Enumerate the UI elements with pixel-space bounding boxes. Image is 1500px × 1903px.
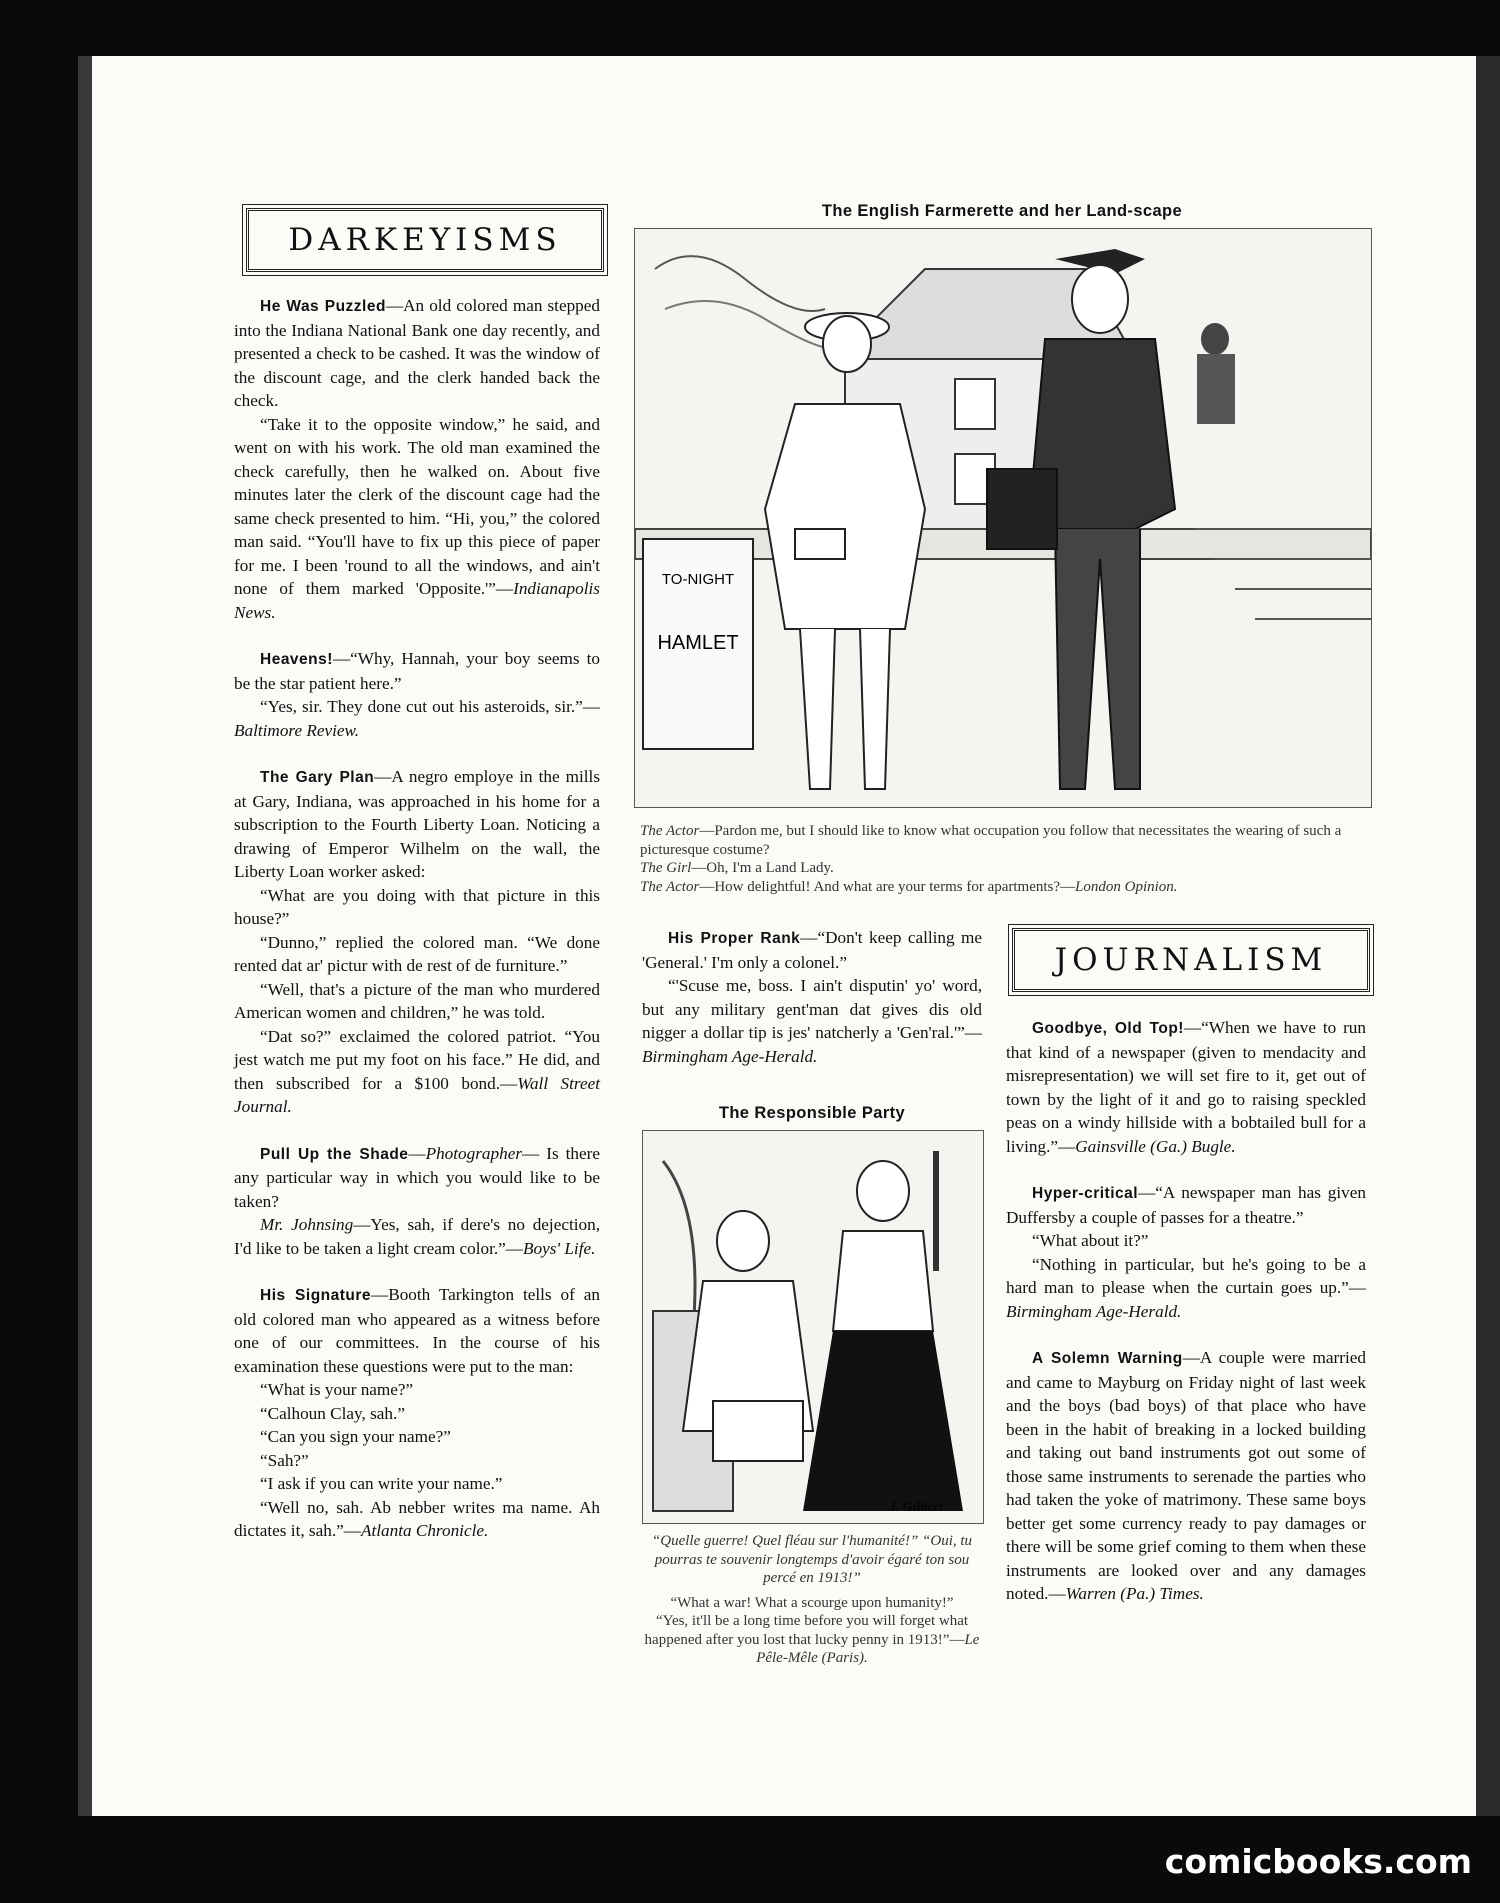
responsible-title: The Responsible Party	[718, 1104, 906, 1122]
gary-heading: The Gary Plan	[260, 769, 375, 786]
signature-q3: “Can you sign your name?”	[260, 1427, 451, 1446]
middle-column	[642, 926, 982, 1068]
farmerette-line-1: —Pardon me, but I should like to know what occupation you follow that necessitates the wearing of such a picturesque costume?	[640, 823, 1342, 858]
shade-text: — Is there any particular way in which you would like to be taken?	[234, 1143, 600, 1211]
shade-source: Boys' Life.	[522, 1238, 596, 1258]
farmerette-speaker-3: The Actor	[640, 878, 700, 895]
farmerette-caption	[640, 822, 1370, 896]
rank-text: —“Don't keep calling me 'General.' I'm only a colonel.”	[642, 928, 982, 972]
signature-q2: “Calhoun Clay, sah.”	[260, 1403, 405, 1423]
artist-signature: J. Gilbert	[889, 1500, 943, 1515]
hyper-heading: Hyper-critical	[1032, 1185, 1139, 1202]
journalism-header	[1012, 928, 1370, 992]
solemn-source: Warren (Pa.) Times.	[1065, 1584, 1204, 1603]
darkeyisms-header-text: DARKEYISMS	[288, 222, 562, 258]
heavens-text-2: “Yes, sir. They done cut out his asteroids, sir.”—	[260, 697, 600, 716]
heavens-heading: Heavens!	[260, 651, 333, 668]
farmerette-line-3: —How delightful! And what are your terms for apartments?—	[699, 878, 1076, 895]
farmerette-speaker-1: The Actor	[640, 823, 700, 839]
farmerette-source: London Opinion.	[1075, 878, 1178, 895]
solemn-heading: A Solemn Warning	[1032, 1350, 1183, 1367]
signature-source: Atlanta Chronicle.	[360, 1521, 489, 1540]
book-spine	[78, 56, 92, 1816]
journalism-header-text: JOURNALISM	[1054, 942, 1328, 978]
signature-text: —Booth Tarkington tells of an old colored man who appeared as a witness before one of our committees. In the course of his examination these questions were put to the man:	[234, 1285, 600, 1376]
darkeyisms-header	[246, 208, 604, 272]
gary-text: —A negro employe in the mills at Gary, Indiana, was approached in his home for a subscription to the Fourth Liberty Loan. Noticing a drawing of Emperor Wilhelm on the wall, the Liberty Loan worker asked:	[234, 767, 601, 881]
responsible-english-2: “Yes, it'll be a long time before you will forget what happened after you lost that lucky penny in 1913!”—	[644, 1613, 969, 1648]
shade-text-2: —Yes, sah, if dere's no dejection, I'd like to be taken a light cream color.”—	[234, 1215, 600, 1258]
hyper-text-3: “Nothing in particular, but he's going to be a hard man to please when the curtain goes up.”—	[1006, 1254, 1366, 1297]
hyper-text: —“A newspaper man has given Duffersby a couple of passes for a theatre.”	[1006, 1183, 1366, 1227]
shade-speaker-1: Photographer	[425, 1143, 523, 1163]
signature-q1: “What is your name?”	[260, 1380, 414, 1399]
gary-source: Wall Street Journal.	[234, 1073, 600, 1116]
gary-text-2: “What are you doing with that picture in this house?”	[234, 885, 600, 928]
farmerette-illustration	[634, 228, 1372, 808]
heavens-text: —“Why, Hannah, your boy seems to be the star patient here.”	[234, 649, 600, 693]
rank-source: Birmingham Age-Herald.	[642, 1046, 818, 1066]
goodbye-text: —“When we have to run that kind of a newspaper (given to mendacity and misrepresentation) we will set fire to it, get out of town by the light of it and go to raising speckled peas on a windy hillside with a bobtailed bull for a living.”—	[1006, 1018, 1366, 1156]
goodbye-heading: Goodbye, Old Top!	[1032, 1020, 1184, 1037]
rank-heading: His Proper Rank	[668, 930, 801, 947]
shade-heading: Pull Up the Shade	[260, 1145, 409, 1163]
responsible-source: Le Pêle-Mêle (Paris).	[756, 1631, 980, 1666]
site-watermark: comicbooks.com	[1164, 1842, 1472, 1881]
shade-speaker-2: Mr. Johnsing	[260, 1215, 354, 1234]
puzzled-source: Indianapolis News.	[234, 579, 600, 622]
responsible-english-1: “What a war! What a scourge upon humanity!”	[670, 1594, 954, 1611]
goodbye-source: Gainsville (Ga.) Bugle.	[1075, 1136, 1236, 1156]
puzzled-heading: He Was Puzzled	[260, 298, 386, 315]
rank-text-2: “'Scuse me, boss. I ain't disputin' yo' word, but any military gent'man dat gives dis old nigger a dollar tip is jes' natcherly a 'Gen'ral.'”—	[642, 976, 982, 1042]
right-column	[1006, 1016, 1366, 1606]
puzzled-text: —An old colored man stepped into the Indiana National Bank one day recently, and presented a check to be cashed. It was the window of the discount cage, and the clerk handed back the check.	[234, 296, 600, 410]
signature-q6: “Well no, sah. Ab nebber writes ma name. Ah dictates it, sah.”—	[234, 1497, 600, 1540]
left-column: He Was Puzzled—An old colored man stepped into the Indiana National Bank one day recently, and presented a check to be cashed. It was the window of the discount cage, and the clerk handed back the check. “Take it to the opposite window,” he said, and went on with his work. The old man examined the check carefully, then he walked on. About five minutes later the clerk of the discount cage had the same check presented to him. “Hi, you,” the colored man said. “You'll have to fix up this piece of paper for me. I been 'round to all the windows, and ain't none of them marked 'Opposite.'”—Indianapolis News. Heavens!—“Why, Hannah, your boy seems to be the star patient here.” “Yes, sir. They done cut out his asteroids, sir.”—Baltimore Review. The Gary Plan—A negro employe in the mills at Gary, Indiana, was approached in his home for a subscription to the Fourth Liberty Loan. Noticing a drawing of Emperor Wilhelm on the wall, the Liberty Loan worker asked: “What are you doing with that picture in this house?” “Dunno,” replied the colored man. “We done rented dat ar' pictur with de rest of de furniture.” “Well, that's a picture of the man who murdered American women and children,” he was told. “Dat so?” exclaimed the colored patriot. “You jest watch me put my foot on his face.” He did, and then subscribed for a $100 bond.—Wall Street Journal. Pull Up the Shade—Photographer— Is there any particular way in which you would like to be taken? Mr. Johnsing—Yes, sah, if dere's no dejection, I'd like to be taken a light cream color.”—Boys' Life. His Signature—Booth Tarkington tells of an old colored man who appeared as a witness before one of our committees. In the course of his examination these questions were put to the man: “What is your name?” “Calhoun Clay, sah.” “Can you sign your name?” “Sah?” “I ask if you can write your name.” “Well no, sah. Ab nebber writes ma name. Ah dictates it, sah.”—Atlanta Chronicle.	[234, 296, 601, 1540]
signature-q5: “I ask if you can write your name.”	[260, 1474, 503, 1493]
puzzled-text-2: “Take it to the opposite window,” he said, and went on with his work. The old man examined the check carefully, then he walked on. About five minutes later the clerk of the discount cage had the same check presented to him. “Hi, you,” the colored man said. “You'll have to fix up this piece of paper for me. I been 'round to all the windows, and ain't none of them marked 'Opposite.'”—	[234, 414, 600, 598]
farmerette-line-2: —Oh, I'm a Land Lady.	[691, 860, 834, 876]
farmerette-drawing	[635, 229, 1371, 807]
heavens-source: Baltimore Review.	[234, 720, 360, 740]
gary-text-3: “Dunno,” replied the colored man. “We done rented dat ar' pictur with de rest of de furniture.”	[234, 932, 600, 975]
gary-text-5: “Dat so?” exclaimed the colored patriot. “You jest watch me put my foot on his face.” He did, and then subscribed for a $100 bond.—	[234, 1026, 600, 1093]
page-edge	[1476, 56, 1500, 1816]
solemn-text: —A couple were married and came to Mayburg on Friday night of last week and the boys (bad boys) of that place who have been in the habit of breaking in a locked building and taking out band instruments got out some of those same instruments to serenade the parties who had taken the yoke of matrimony. These same boys better get some currency ready to pay damages or there will be some grief coming to them when these instruments are looked over and any damages noted.—	[1006, 1348, 1366, 1603]
signature-heading: His Signature	[260, 1287, 372, 1304]
responsible-drawing	[643, 1131, 983, 1523]
gary-text-4: “Well, that's a picture of the man who murdered American women and children,” he was told.	[234, 979, 600, 1022]
farmerette-title: The English Farmerette and her Land-scape	[821, 202, 1183, 220]
hyper-source: Birmingham Age-Herald.	[1006, 1301, 1182, 1321]
sign-hamlet: HAMLET	[657, 632, 739, 654]
responsible-caption	[642, 1532, 982, 1668]
farmerette-speaker-2: The Girl	[640, 860, 692, 876]
signature-q4: “Sah?”	[260, 1450, 309, 1470]
responsible-illustration	[642, 1130, 984, 1524]
responsible-french: “Quelle guerre! Quel fléau sur l'humanité!” “Oui, tu pourras te souvenir longtemps d'avoir égaré ton sou percé en 1913!”	[651, 1533, 973, 1586]
hyper-text-2: “What about it?”	[1032, 1231, 1149, 1250]
sign-tonight: TO-NIGHT	[661, 571, 735, 588]
